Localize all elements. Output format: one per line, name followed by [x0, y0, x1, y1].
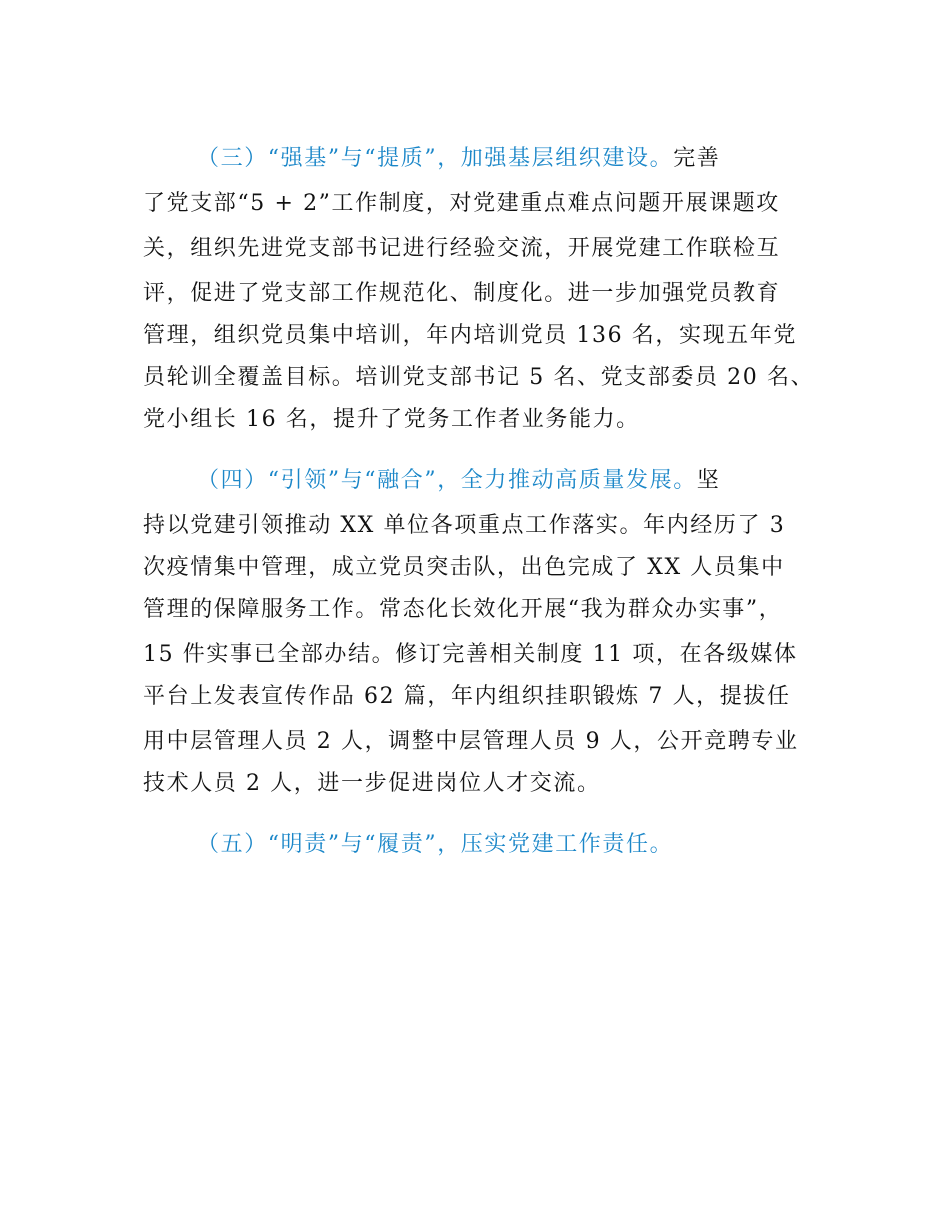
section-4-line-1: 持以党建引领推动 XX 单位各项重点工作落实。年内经历了 3: [143, 513, 786, 538]
section-4-line-5: 平台上发表宣传作品 62 篇，年内组织挂职锻炼 7 人，提拔任: [143, 684, 791, 709]
section-4-first-line-rest: 坚: [696, 468, 721, 493]
section-3-first-line-rest: 完善: [673, 146, 721, 171]
section-4-line-4: 15 件实事已全部办结。修订完善相关制度 11 项，在各级媒体: [143, 642, 798, 667]
section-3-line-4: 管理，组织党员集中培训，年内培训党员 136 名，实现五年党: [143, 323, 797, 348]
section-3-heading: （三）“强基”与“提质”，加强基层组织建设。: [197, 146, 674, 171]
section-3-first-line: [197, 144, 720, 174]
section-3-line-1: 了党支部“5 + 2”工作制度，对党建重点难点问题开展课题攻: [143, 191, 780, 216]
section-4-line-2: 次疫情集中管理，成立党员突击队，出色完成了 XX 人员集中: [143, 555, 785, 580]
section-3-line-3: 评，促进了党支部工作规范化、制度化。进一步加强党员教育: [143, 281, 781, 306]
section-3-line-5: 员轮训全覆盖目标。培训党支部书记 5 名、党支部委员 20 名、: [143, 365, 815, 390]
section-4-line-3: 管理的保障服务工作。常态化长效化开展“我为群众办实事”，: [143, 597, 783, 622]
section-4-first-line: [197, 466, 720, 496]
section-3-line-2: 关，组织先进党支部书记进行经验交流，开展党建工作联检互: [143, 236, 781, 261]
section-4-line-7: 技术人员 2 人，进一步促进岗位人才交流。: [143, 771, 601, 796]
section-4-heading: （四）“引领”与“融合”，全力推动高质量发展。: [197, 468, 697, 493]
section-3-line-6: 党小组长 16 名，提升了党务工作者业务能力。: [143, 407, 640, 432]
section-5-heading: （五）“明责”与“履责”，压实党建工作责任。: [197, 832, 674, 857]
section-4-line-6: 用中层管理人员 2 人，调整中层管理人员 9 人，公开竞聘专业: [143, 729, 799, 754]
section-5-first-line: [197, 830, 673, 860]
